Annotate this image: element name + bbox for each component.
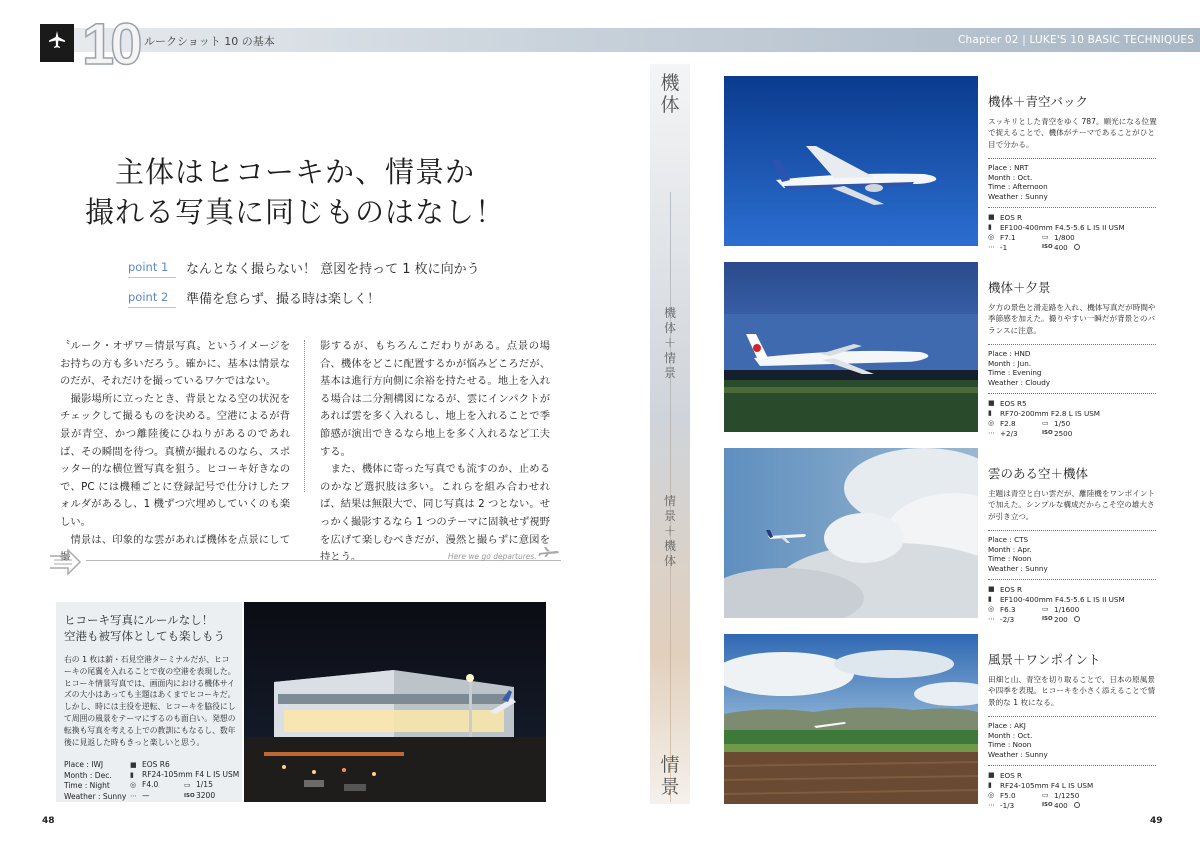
time: Time : Night — [64, 781, 110, 790]
shutter-icon: ▭ — [184, 781, 191, 789]
lens: EF100-400mm F4.5-5.6 L IS II USM — [1000, 595, 1125, 605]
headline-line-1: 主体はヒコーキか、情景か — [114, 155, 475, 189]
divider — [988, 765, 1156, 766]
shot-info — [988, 349, 1158, 388]
chapter-badge — [40, 24, 104, 88]
divider — [988, 207, 1156, 208]
shutter-icon: ▭ — [1042, 605, 1049, 614]
caption-title: 風景＋ワンポイント — [988, 652, 1101, 667]
aperture-icon: ◎ — [988, 419, 995, 428]
exposure-icon: ⋯ — [988, 614, 995, 623]
caption-landscape — [988, 650, 1158, 810]
time: Time : Evening — [988, 368, 1042, 378]
metering-icon — [1074, 616, 1080, 622]
lens: RF70-200mm F2.8 L IS USM — [1000, 409, 1101, 419]
card-title-line: 空港も被写体としても楽しもう — [64, 629, 225, 643]
exposure-comp: -1 — [1000, 242, 1008, 252]
month: Month : Oct. — [988, 730, 1033, 740]
strip-char: 機 — [660, 72, 680, 94]
place: Place : AKJ — [988, 720, 1026, 730]
strip-char: ＋ — [663, 524, 676, 538]
shot-info — [988, 163, 1158, 202]
time: Time : Afternoon — [988, 182, 1048, 192]
airplane-icon — [538, 546, 560, 558]
divider — [988, 393, 1156, 394]
weather: Weather : Cloudy — [988, 378, 1051, 388]
camera-icon: ■ — [988, 771, 995, 780]
place: Place : HND — [988, 348, 1031, 358]
strip-char: 情 — [663, 494, 676, 508]
strip-char: 体 — [663, 554, 676, 568]
photo-blue-sky — [724, 76, 978, 246]
camera-body: EOS R — [1000, 771, 1023, 781]
point-1 — [128, 260, 548, 282]
iso-label: ISO — [1042, 615, 1053, 622]
lens-icon: ▮ — [988, 409, 992, 418]
divider — [988, 344, 1156, 345]
strip-char: 景 — [663, 509, 676, 523]
iso: 400 — [1054, 242, 1068, 252]
iso: 400 — [1054, 800, 1068, 810]
strip-char: 景 — [663, 366, 676, 380]
aperture: F4.0 — [142, 780, 159, 789]
camera-body: EOS R — [1000, 585, 1023, 595]
page-number-left: 48 — [42, 816, 55, 826]
metering-icon — [1074, 244, 1080, 250]
strip-label-mid-1 — [650, 306, 690, 381]
caption-cloudy-sky — [988, 464, 1158, 624]
strip-label-bottom — [650, 754, 690, 798]
caption-body: 田畑と山、青空を切り取ることで、日本の原風景や四季を表現。ヒコーキを小さく添えることで情景的な 1 枚になる。 — [988, 675, 1156, 707]
lens: RF24-105mm F4 L IS USM — [142, 769, 240, 779]
place: Place : NRT — [988, 162, 1029, 172]
strip-char: 景 — [660, 776, 680, 798]
caption-body: 主題は青空と白い雲だが、離陸機をワンポイントで加えた。シンプルな構成だからこそ空の雄大さが引き立つ。 — [988, 489, 1156, 521]
camera-body: EOS R5 — [1000, 399, 1027, 409]
camera-info — [988, 771, 1158, 810]
strip-char: 機 — [663, 306, 676, 320]
night-airport-photo — [244, 602, 546, 802]
airplane-icon — [47, 30, 67, 50]
caption-body: 夕方の景色と滑走路を入れ、機体写真だが時間や季節感を加えた。撮りやすい一瞬だが背景とのバランスに注意。 — [988, 303, 1156, 335]
lens-icon: ▮ — [988, 781, 992, 790]
shutter: 1/1250 — [1054, 791, 1080, 801]
iso-label: ISO — [184, 792, 195, 799]
divider — [988, 716, 1156, 717]
lens-icon: ▮ — [988, 223, 992, 232]
divider — [988, 158, 1156, 159]
camera-info — [988, 585, 1158, 624]
point-label: point 1 — [128, 260, 169, 274]
aperture: F7.1 — [1000, 233, 1016, 243]
shutter: 1/15 — [196, 780, 213, 789]
month: Month : Oct. — [988, 172, 1033, 182]
caption-title: 機体＋夕景 — [988, 280, 1051, 295]
month: Month : Jun. — [988, 358, 1032, 368]
iso: 200 — [1054, 614, 1068, 624]
camera-icon: ■ — [130, 760, 137, 769]
headline — [60, 152, 530, 232]
caption-title: 機体＋青空バック — [988, 94, 1089, 109]
weather: Weather : Sunny — [988, 564, 1048, 574]
strip-char: 情 — [663, 351, 676, 365]
exposure-comp: -2/3 — [1000, 614, 1015, 624]
iso: 2500 — [1054, 428, 1073, 438]
time: Time : Noon — [988, 554, 1032, 564]
lens: RF24-105mm F4 L IS USM — [1000, 781, 1094, 791]
exposure-icon: ⋯ — [988, 428, 995, 437]
photo-evening — [724, 262, 978, 432]
shutter: 1/800 — [1054, 233, 1075, 243]
strip-char: 体 — [660, 94, 680, 116]
shot-info — [988, 721, 1158, 760]
camera-info — [130, 760, 239, 801]
point-text: なんとなく撮らない！ 意図を持って 1 枚に向かう — [186, 262, 480, 277]
shutter-icon: ▭ — [1042, 791, 1049, 800]
card-body: 右の 1 枚は薪・石見空港ターミナルだが、ヒコーキの尾翼を入れることで夜の空港を表現した。ヒコーキ情景写真では、画面内における機体サイズの大小はあっても主題はあくまでヒコーキだ。しかし、時には主役を逆転、ヒコーキを脇役にして周囲の風景をテーマにするのも面白い。発想の転換も写真を考える上での教訓にもなるし、数年後に見返した時もきっと楽しいと思う。 — [64, 655, 236, 747]
body-text-column-1: 〝ルーク・オザワ＝情景写真〟というイメージをお持ちの方も多いだろう。確かに、基本は情景なのだが、それだけを撮っているワケではない。 撮影場所に立ったとき、背景となる空の状況をチェックして撮るものを決める。空港によるが背景が青空、かつ離陸後にひねりがあるのであれば、その瞬間を待つ。真横が撮れるのなら、スポッター的な横位置写真を狙う。ヒコーキ好きなので、PC には機種ごとに登録記号で仕分けしたフォルダがあるし、1 機ずつ穴埋めしていくのも楽しい。 情景は、印象的な雲があれば機体を点景にして撮 — [60, 340, 290, 564]
aperture: F6.3 — [1000, 605, 1016, 615]
aperture-icon: ◎ — [988, 605, 995, 614]
divider — [988, 530, 1156, 531]
aperture-icon: ◎ — [988, 233, 995, 242]
card-title-line: ヒコーキ写真にルールなし！ — [64, 613, 214, 627]
point-text: 準備を怠らず、撮る時は楽しく！ — [186, 292, 380, 307]
shot-info — [988, 535, 1158, 574]
camera-icon: ■ — [988, 213, 995, 222]
aperture-icon: ◎ — [130, 781, 137, 789]
iso-label: ISO — [1042, 243, 1053, 250]
body-text-column-2: 影するが、もちろんこだわりがある。点景の場合、機体をどこに配置するかが悩みどころだが、基本は進行方向側に余裕を持たせる。地上を入れる場合は二分割構図になるが、雲にインパクトがあれば雲を多く入れるし、地上を入れることで季節感が演出できるなら地上を多く入れるなど工夫する。 また、機体に寄った写真でも流すのか、止めるのかなど選択肢は多い。これらを組み合わせれば、結果は無限大で、同じ写真は 2 つとない。せっかく撮影するなら 1 つのテーマに固執せず視野を広げて楽しむべきだが、漫然と撮らずに意図を持とう。 — [320, 340, 550, 564]
aperture: F2.8 — [1000, 419, 1016, 429]
camera-body: EOS R6 — [142, 759, 170, 769]
divider — [988, 579, 1156, 580]
exposure-icon: ⋯ — [988, 800, 995, 809]
strip-label-top — [650, 72, 690, 116]
exposure-comp: +2/3 — [1000, 428, 1018, 438]
aperture: F5.0 — [1000, 791, 1016, 801]
point-underline — [128, 277, 176, 278]
shutter: 1/1600 — [1054, 605, 1080, 615]
strip-char: 機 — [663, 539, 676, 553]
camera-info — [988, 213, 1158, 252]
iso-label: ISO — [1042, 429, 1053, 436]
photo-landscape — [724, 634, 978, 804]
section-number: 10 — [82, 12, 139, 77]
strip-char: 体 — [663, 321, 676, 335]
metering-icon — [1074, 802, 1080, 808]
photo-cloudy-sky — [724, 448, 978, 618]
point-underline — [128, 307, 176, 308]
strip-char: 情 — [660, 754, 680, 776]
shutter-icon: ▭ — [1042, 419, 1049, 428]
shutter: 1/50 — [1054, 419, 1071, 429]
shot-info — [64, 760, 126, 802]
headline-line-2: 撮れる写真に同じものはなし！ — [84, 195, 505, 229]
running-title-left: ルークショット 10 の基本 — [144, 35, 275, 48]
month: Month : Apr. — [988, 544, 1032, 554]
night-airport-card — [56, 602, 242, 802]
weather: Weather : Sunny — [64, 791, 127, 801]
column-divider — [304, 340, 305, 492]
place: Place : IWJ — [64, 760, 104, 769]
iso-label: ISO — [1042, 801, 1053, 808]
caption-title: 雲のある空＋機体 — [988, 466, 1089, 481]
shutter-icon: ▭ — [1042, 233, 1049, 242]
caption-evening — [988, 278, 1158, 438]
camera-icon: ■ — [988, 585, 995, 594]
exposure-comp: -1/3 — [1000, 800, 1015, 810]
camera-icon: ■ — [988, 399, 995, 408]
lens-icon: ▮ — [130, 770, 134, 779]
chapter-label: Chapter 2 — [81, 76, 104, 88]
weather: Weather : Sunny — [988, 192, 1048, 202]
card-title — [64, 612, 225, 644]
iso: 3200 — [196, 790, 216, 800]
exposure-comp: — — [142, 790, 150, 800]
aperture-icon: ◎ — [988, 791, 995, 800]
point-2 — [128, 290, 548, 312]
lens: EF100-400mm F4.5-5.6 L IS II USM — [1000, 223, 1125, 233]
page-number-right: 49 — [1150, 816, 1163, 826]
vertical-theme-strip — [650, 64, 690, 804]
caption-body: スッキリとした青空をゆく 787。順光になる位置で捉えることで、機体がテーマであることがひと目で分かる。 — [988, 117, 1157, 149]
exposure-icon: ⋯ — [130, 791, 137, 800]
camera-info — [988, 399, 1158, 438]
strip-label-mid-2 — [650, 494, 690, 569]
camera-body: EOS R — [1000, 213, 1023, 223]
month: Month : Dec. — [64, 770, 112, 780]
caption-blue-sky — [988, 92, 1158, 252]
exposure-icon: ⋯ — [988, 242, 995, 251]
double-arrow-icon — [48, 548, 82, 576]
place: Place : CTS — [988, 534, 1029, 544]
point-label: point 2 — [128, 290, 169, 304]
weather: Weather : Sunny — [988, 750, 1048, 760]
lens-icon: ▮ — [988, 595, 992, 604]
strip-char: ＋ — [663, 336, 676, 350]
departures-caption: Here we go departures. — [448, 552, 537, 561]
running-title-right: Chapter 02 | LUKE'S 10 BASIC TECHNIQUES — [958, 34, 1195, 46]
time: Time : Noon — [988, 740, 1032, 750]
